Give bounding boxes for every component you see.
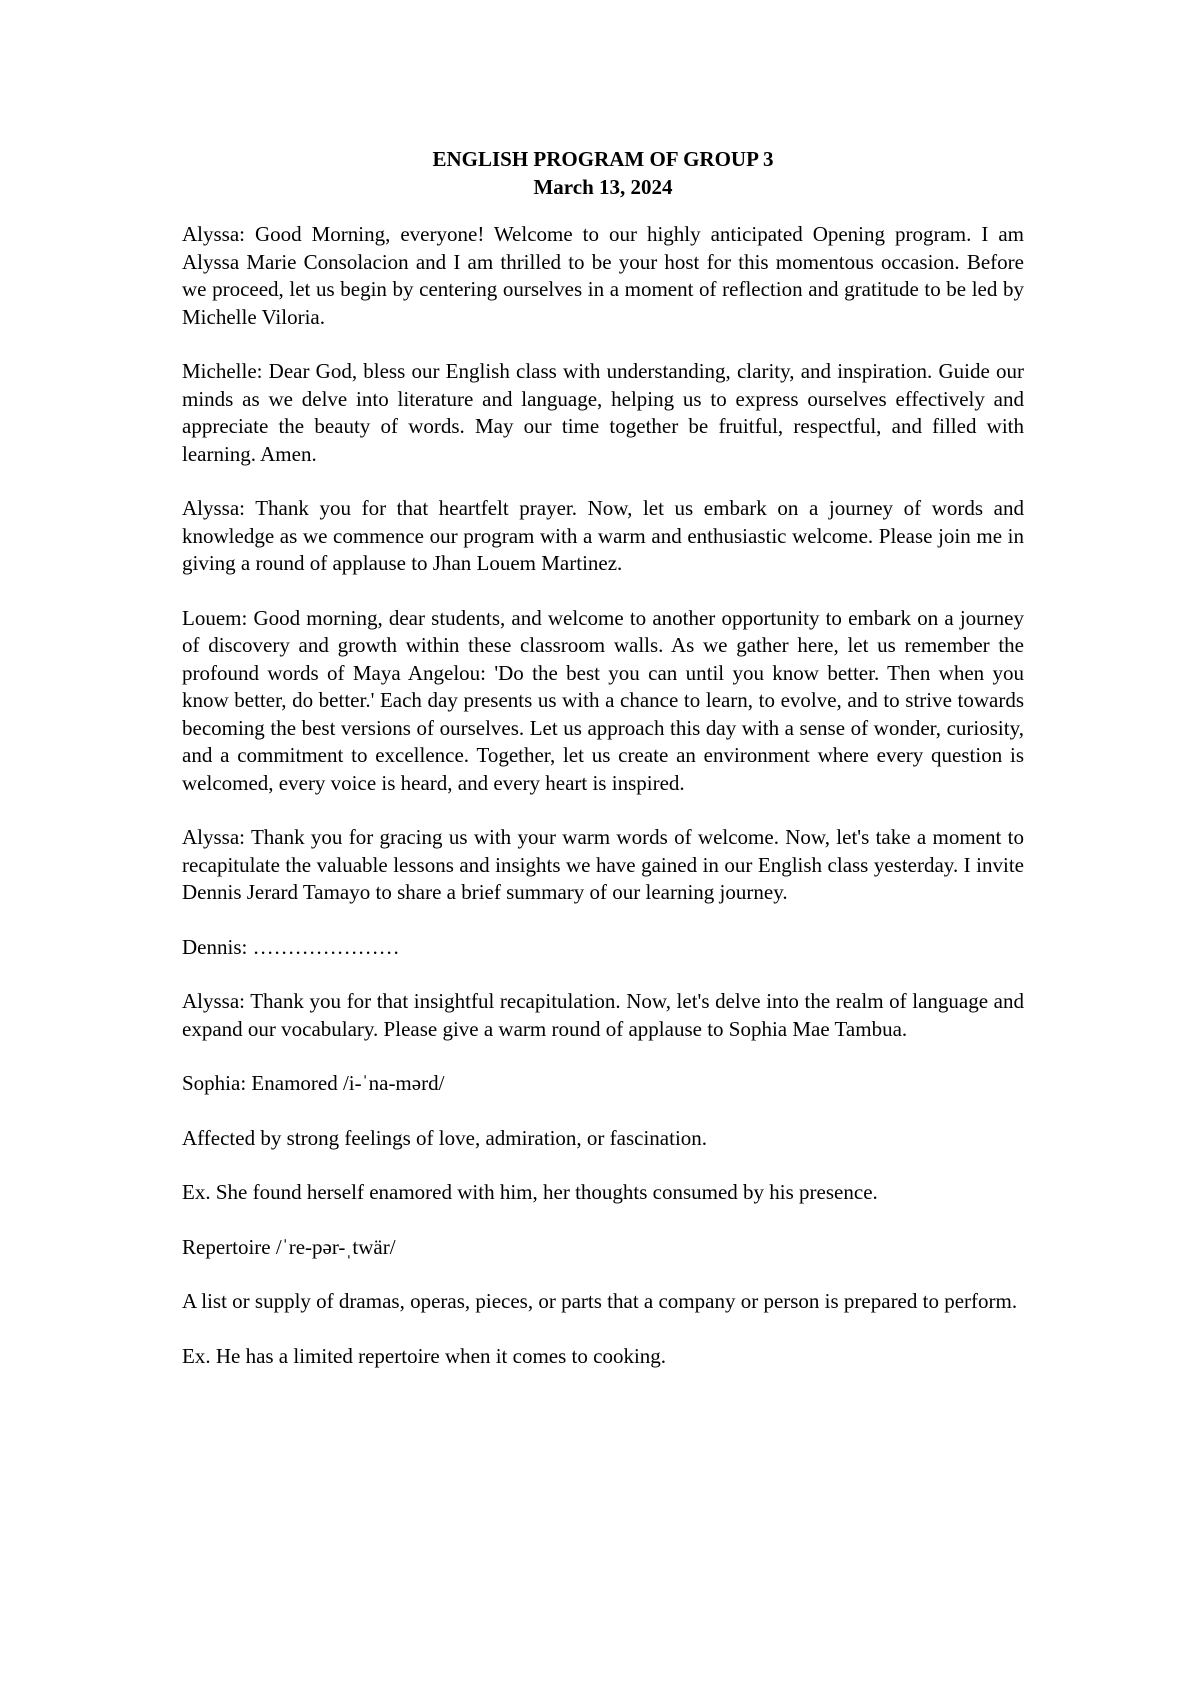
vocab-definition-enamored: Affected by strong feelings of love, admiration, or fascination. [182,1125,708,1150]
vocab-example-enamored: Ex. She found herself enamored with him, her thoughts consumed by his presence. [182,1180,878,1204]
paragraph-michelle-prayer: Michelle: Dear God, bless our English class with understanding, clarity, and inspiration. Guide our minds as we delve into literature and language, helping us to express ourselves effectively and appreciate the beauty of words. May our time together be fruitful, respectful, and filled with learning. Amen. [182,359,1024,466]
document-body [182,145,1024,1397]
document-title: ENGLISH PROGRAM OF GROUP 3 [432,147,774,171]
title-block [182,145,1024,201]
paragraph-dennis-recap: Dennis: ………………… [182,934,400,959]
vocab-definition-repertoire: A list or supply of dramas, operas, pieces, or parts that a company or person is prepared to perform. [182,1289,1018,1313]
paragraph-alyssa-welcome-intro: Alyssa: Thank you for that heartfelt prayer. Now, let us embark on a journey of words and knowledge as we commence our program with a warm and enthusiastic welcome. Please join me in giving a round of applause to Jhan Louem Martinez. [182,496,1024,575]
paragraph-alyssa-opening: Alyssa: Good Morning, everyone! Welcome to our highly anticipated Opening program. I am Alyssa Marie Consolacion and I am thrilled to be your host for this momentous occasion. Before we proceed, let us begin by centering ourselves in a moment of reflection and gratitude to be led by Michelle Viloria. [182,222,1024,329]
vocab-word-enamored: Sophia: Enamored /i-ˈna-mərd/ [182,1071,445,1095]
document-date: March 13, 2024 [533,175,673,199]
paragraph-alyssa-recap-intro: Alyssa: Thank you for gracing us with your warm words of welcome. Now, let's take a moment to recapitulate the valuable lessons and insights we have gained in our English class yesterday. I invite Dennis Jerard Tamayo to share a brief summary of our learning journey. [182,825,1024,904]
vocab-example-repertoire: Ex. He has a limited repertoire when it comes to cooking. [182,1343,667,1368]
vocab-word-repertoire: Repertoire /ˈre-pər-ˌtwär/ [182,1234,396,1259]
paragraph-alyssa-vocab-intro: Alyssa: Thank you for that insightful recapitulation. Now, let's delve into the realm of language and expand our vocabulary. Please give a warm round of applause to Sophia Mae Tambua. [182,989,1024,1041]
paragraph-louem-welcome: Louem: Good morning, dear students, and welcome to another opportunity to embark on a journey of discovery and growth within these classroom walls. As we gather here, let us remember the profound words of Maya Angelou: 'Do the best you can until you know better. Then when you know better, do better.' Each day presents us with a chance to learn, to evolve, and to strive towards becoming the best versions of ourselves. Let us approach this day with a sense of wonder, curiosity, and a commitment to excellence. Together, let us create an environment where every question is welcomed, every voice is heard, and every heart is inspired. [182,605,1024,795]
